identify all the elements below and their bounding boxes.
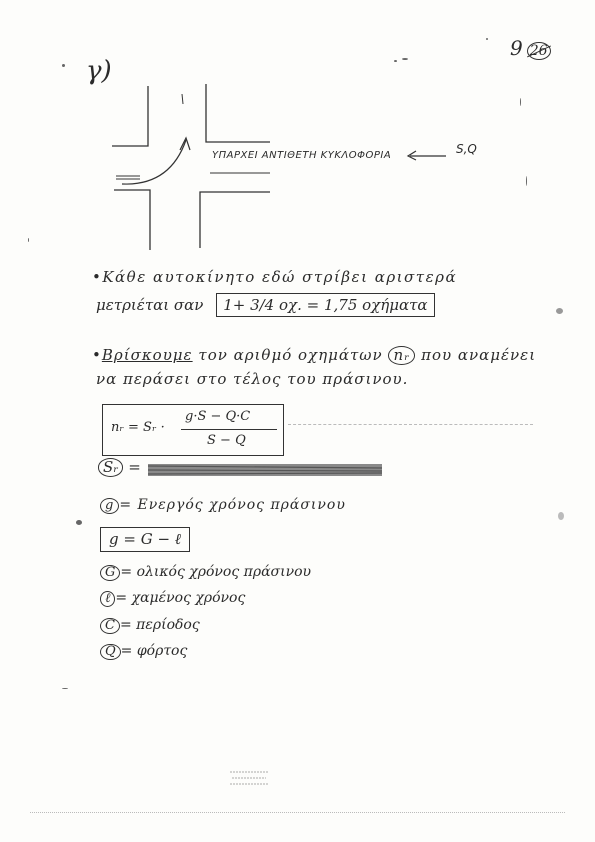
l-circled-symbol: ℓ [100, 591, 115, 607]
nr-circled-symbol: nᵣ [388, 346, 415, 365]
section-label: γ) [86, 56, 112, 86]
scan-speck [62, 64, 65, 67]
definition-C [100, 617, 200, 634]
scan-edge-line [30, 812, 565, 813]
paragraph2-line1-rest: τον αριθμό οχημάτων [198, 346, 383, 364]
scan-speck [558, 512, 564, 520]
nr-formula-fraction-bar [181, 429, 277, 430]
faint-dashed-line [288, 424, 533, 425]
definition-Q-text: = φόρτος [120, 643, 188, 659]
paragraph1-line1: •Κάθε αυτοκίνητο εδώ στρίβει αριστερά [92, 268, 458, 286]
road-edge-top-left [112, 86, 148, 146]
scribbled-out-text [146, 460, 386, 480]
road-edge-top-right [206, 84, 270, 142]
green-time-formula-box: g = G − ℓ [100, 527, 190, 552]
scan-speck [486, 38, 488, 40]
scan-speck [526, 176, 527, 186]
scan-speck [402, 58, 408, 60]
definition-G [100, 564, 311, 581]
definition-C-text: = περίοδος [119, 617, 200, 633]
road-edge-bottom-right [200, 192, 270, 248]
definition-g [100, 497, 346, 514]
C-circled-symbol: C [100, 618, 120, 634]
paragraph2-underlined-word: Βρίσκουμε [101, 346, 193, 364]
opposing-traffic-label: ΥΠΑΡΧΕΙ ΑΝΤΙΘΕΤΗ ΚΥΚΛΟΦΟΡΙΑ [212, 150, 392, 161]
paragraph2-line1-tail: που αναμένει [421, 346, 537, 364]
faint-stamp-mark [228, 768, 270, 790]
scan-speck [62, 688, 68, 689]
paragraph2-bullet: • [92, 346, 102, 364]
definition-l [100, 590, 245, 607]
scan-speck [556, 308, 563, 314]
scan-speck [28, 238, 29, 242]
scan-speck [520, 98, 521, 106]
paragraph2-line2: να περάσει στο τέλος του πράσινου. [96, 370, 409, 388]
paragraph1-line2-prefix: μετριέται σαν [96, 296, 204, 314]
scan-speck [394, 60, 397, 62]
sr-equals: = [128, 458, 141, 476]
definition-G-text: = ολικός χρόνος πράσινου [120, 564, 312, 580]
page-number-value: 9 [510, 36, 523, 60]
pcu-formula-box: 1+ 3/4 οχ. = 1,75 οχήματα [216, 293, 434, 317]
nr-formula-lhs: nᵣ = Sᵣ · [111, 420, 165, 435]
Q-circled-symbol: Q [100, 644, 121, 660]
definition-g-text: = Ενεργός χρόνος πράσινου [119, 497, 346, 513]
nr-formula-numerator: g·S − Q·C [185, 409, 251, 424]
road-edge-bottom-left [114, 190, 150, 250]
lane-mark-left [116, 176, 140, 179]
definition-l-text: = χαμένος χρόνος [115, 590, 246, 606]
g-circled-symbol: g [100, 498, 119, 514]
sr-circled-symbol: Sᵣ [98, 458, 123, 477]
center-tick [182, 94, 183, 104]
intersection-diagram [110, 80, 490, 280]
definition-Q [100, 643, 187, 660]
nr-formula-denominator: S − Q [207, 433, 246, 448]
nr-formula-box [102, 404, 284, 456]
sr-row [98, 458, 141, 477]
page-number [510, 36, 551, 60]
paragraph1-line2 [96, 293, 435, 317]
paragraph2-line1 [92, 346, 536, 365]
flow-label: S,Q [456, 142, 477, 156]
G-circled-symbol: G [100, 565, 120, 581]
scan-speck [76, 520, 82, 525]
page-number-struck: 26 [527, 42, 551, 60]
